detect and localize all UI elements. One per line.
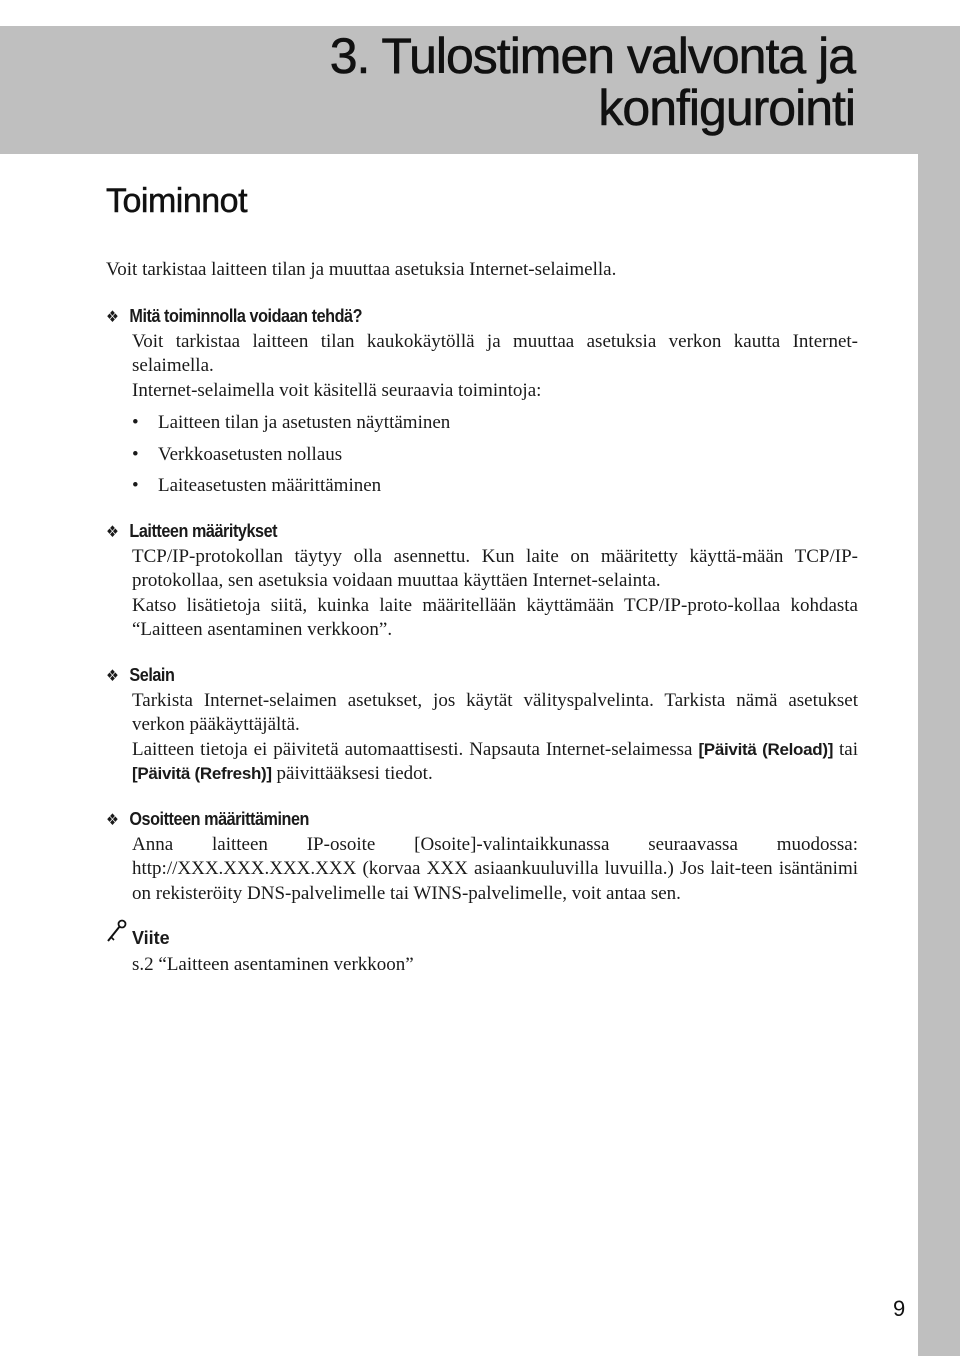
diamond-icon: ❖ (106, 306, 119, 326)
subsection-text: Katso lisätietoja siitä, kuinka laite määritellään käyttämään TCP/IP-proto-kollaa kohdasta “Laitteen asentaminen verkkoon”. (132, 594, 858, 640)
list-item (132, 474, 858, 499)
list-item-text: Laitteen tilan ja asetusten näyttäminen (158, 412, 451, 433)
top-strip (0, 0, 960, 26)
page-number: 9 (893, 1296, 906, 1321)
subsection-functions (106, 305, 858, 499)
text-segment: Laitteen tietoja ei päivitetä automaattisesti. Napsauta Internet-selaimessa (132, 738, 693, 760)
subsection-text: Internet-selaimella voit käsitellä seuraavia toimintoja: (132, 379, 542, 401)
subsection-heading (106, 305, 783, 327)
subsection-text: Voit tarkistaa laitteen tilan kaukokäytöllä ja muuttaa asetuksia verkon kautta Internet-selaimella. (132, 330, 858, 376)
subsection-heading (106, 664, 783, 686)
reference-heading (106, 927, 858, 949)
diamond-icon: ❖ (106, 665, 119, 685)
diamond-icon: ❖ (106, 521, 119, 541)
list-item (132, 411, 858, 436)
bullet-dot-icon: • (132, 475, 139, 496)
subsection-heading (106, 520, 783, 542)
intro-paragraph: Voit tarkistaa laitteen tilan ja muuttaa asetuksia Internet-selaimella. (106, 259, 617, 280)
subsection-address (106, 808, 858, 907)
reference-heading-text: Viite (132, 928, 170, 948)
subsection-device-settings (106, 520, 858, 643)
subsection-text (132, 738, 858, 787)
chapter-title-line2: konfigurointi (598, 80, 855, 136)
text-segment: päivittääksesi tiedot. (276, 763, 433, 784)
subsection-text: Anna laitteen IP-osoite [Osoite]-valintaikkunassa seuraavassa muodossa: http://XXX.XXX.XXX.XXX (korvaa XXX asiaankuuluvilla luvuilla.) Jos lait-teen isäntänimi on rekisteröity DNS-palvelimelle tai WINS-palvelimelle, voit antaa sen. (132, 833, 858, 904)
text-segment: tai (839, 738, 859, 760)
section-title: Toiminnot (106, 182, 248, 220)
list-item-text: Verkkoasetusten nollaus (158, 443, 343, 465)
list-item-text: Laiteasetusten määrittäminen (158, 475, 382, 496)
subsection-text: Tarkista Internet-selaimen asetukset, jos käytät välityspalvelinta. Tarkista nämä asetukset verkon pääkäyttäjältä. (132, 689, 858, 735)
diamond-icon: ❖ (106, 809, 119, 829)
refresh-label: [Päivitä (Refresh)] (132, 764, 272, 783)
reload-label: [Päivitä (Reload)] (698, 739, 834, 759)
key-icon (106, 919, 128, 943)
list-item (132, 443, 858, 468)
chapter-title-line1: 3. Tulostimen valvonta ja (329, 28, 855, 84)
subsection-browser (106, 664, 858, 787)
subsection-heading-text: Mitä toiminnolla voidaan tehdä? (129, 305, 363, 326)
subsection-text: TCP/IP-protokollan täytyy olla asennettu. Kun laite on määritetty käyttä-mään TCP/IP-protokollaa, sen asetuksia voidaan muuttaa käyttäen Internet-selainta. (132, 545, 858, 591)
subsection-heading-text: Selain (129, 664, 175, 685)
reference-block (106, 927, 858, 978)
chapter-title (330, 30, 855, 134)
bullet-dot-icon: • (132, 443, 139, 465)
reference-link[interactable]: s.2 “Laitteen asentaminen verkkoon” (132, 954, 414, 975)
subsection-heading-text: Osoitteen määrittäminen (129, 808, 310, 829)
subsection-heading (106, 808, 783, 830)
subsection-heading-text: Laitteen määritykset (129, 520, 278, 541)
bullet-list (132, 411, 858, 499)
bullet-dot-icon: • (132, 412, 139, 433)
thumb-index-band (918, 154, 960, 1356)
page-content (106, 258, 858, 978)
